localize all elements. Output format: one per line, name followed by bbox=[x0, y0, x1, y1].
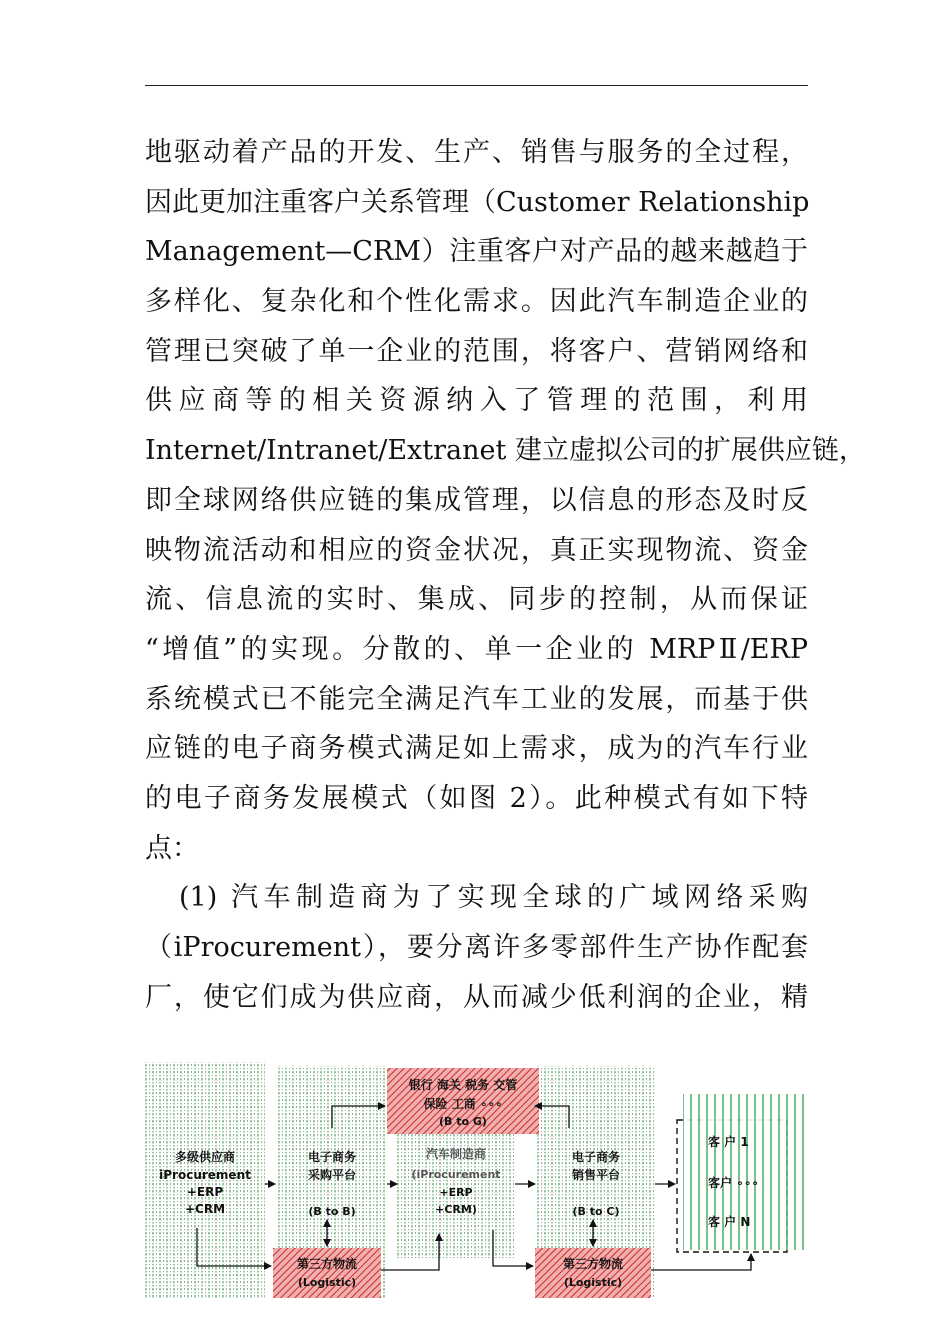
government-node bbox=[387, 1068, 539, 1134]
body-text bbox=[145, 128, 866, 1022]
supplier-label: +ERP bbox=[186, 1185, 224, 1199]
list-item-line: 厂，使它们成为供应商，从而减少低利润的企业，精 bbox=[145, 981, 808, 1013]
manufacturer-label: (iProcurement bbox=[411, 1168, 501, 1181]
text-line: 管理已突破了单一企业的范围，将客户、营销网络和 bbox=[145, 335, 808, 367]
logistics-label: (Logistic) bbox=[563, 1276, 623, 1289]
logistics-label: (Logistic) bbox=[297, 1276, 357, 1289]
manufacturer-label: +CRM) bbox=[435, 1203, 477, 1216]
government-label: 银行 海关 税务 交管 bbox=[408, 1078, 518, 1092]
supply-chain-diagram bbox=[145, 1058, 810, 1303]
text-line: 供应商等的相关资源纳入了管理的范围，利用 bbox=[145, 385, 808, 417]
supplier-label: iProcurement bbox=[159, 1168, 251, 1182]
logistics-node-1 bbox=[273, 1248, 381, 1298]
customer-label: 客 户 N bbox=[708, 1215, 751, 1229]
text-line: 点： bbox=[145, 832, 199, 864]
manufacturer-label: +ERP bbox=[439, 1186, 473, 1199]
text-line: 因此更加注重客户关系管理（Customer Relationship bbox=[145, 186, 810, 218]
government-label: 保险 工商 ∘∘∘ bbox=[423, 1097, 503, 1111]
customer-label: 客 户 1 bbox=[708, 1135, 749, 1149]
logistics-label: 第三方物流 bbox=[296, 1257, 358, 1271]
arrow bbox=[651, 1254, 751, 1270]
header-rule bbox=[145, 85, 808, 86]
text-line: 多样化、复杂化和个性化需求。因此汽车制造企业的 bbox=[145, 286, 808, 318]
supplier-node bbox=[145, 1062, 265, 1298]
supplier-label: +CRM bbox=[184, 1202, 226, 1216]
text-line: 的电子商务发展模式（如图 2）。此种模式有如下特 bbox=[145, 782, 808, 814]
b2b-platform-label: 采购平台 bbox=[307, 1168, 357, 1182]
logistics-label: 第三方物流 bbox=[562, 1257, 624, 1271]
text-line: 系统模式已不能完全满足汽车工业的发展，而基于供 bbox=[145, 683, 808, 715]
manufacturer-label: 汽车制造商 bbox=[425, 1147, 487, 1161]
text-line: 映物流活动和相应的资金状况，真正实现物流、资金 bbox=[145, 534, 808, 566]
text-line: 即全球网络供应链的集成管理，以信息的形态及时反 bbox=[145, 484, 808, 516]
customer-label: 客户 ∘∘∘ bbox=[708, 1176, 759, 1190]
b2c-platform-label: (B to C) bbox=[572, 1205, 620, 1218]
manufacturer-node bbox=[397, 1130, 515, 1258]
text-line: “增值”的实现。分散的、单一企业的 MRPⅡ/ERP bbox=[145, 633, 808, 665]
text-line: 地驱动着产品的开发、生产、销售与服务的全过程， bbox=[145, 137, 808, 168]
b2b-platform-label: 电子商务 bbox=[307, 1150, 357, 1164]
text-line: Internet/Intranet/Extranet 建立虚拟公司的扩展供应链， bbox=[145, 435, 866, 467]
customers-node bbox=[677, 1094, 805, 1252]
government-label: (B to G) bbox=[439, 1115, 487, 1128]
supplier-label: 多级供应商 bbox=[174, 1150, 236, 1164]
b2c-platform-label: 电子商务 bbox=[571, 1150, 621, 1164]
list-item-line: (1) 汽车制造商为了实现全球的广域网络采购 bbox=[179, 882, 808, 914]
text-line: 应链的电子商务模式满足如上需求，成为的汽车行业 bbox=[145, 733, 808, 765]
logistics-node-2 bbox=[535, 1248, 651, 1298]
text-line: 流、信息流的实时、集成、同步的控制，从而保证 bbox=[145, 584, 808, 616]
b2c-platform-label: 销售平台 bbox=[571, 1168, 621, 1182]
list-item-line: （iProcurement），要分离许多零部件生产协作配套 bbox=[145, 932, 808, 963]
b2b-platform-label: (B to B) bbox=[308, 1205, 356, 1218]
text-line: Management—CRM）注重客户对产品的越来越趋于 bbox=[145, 236, 808, 268]
